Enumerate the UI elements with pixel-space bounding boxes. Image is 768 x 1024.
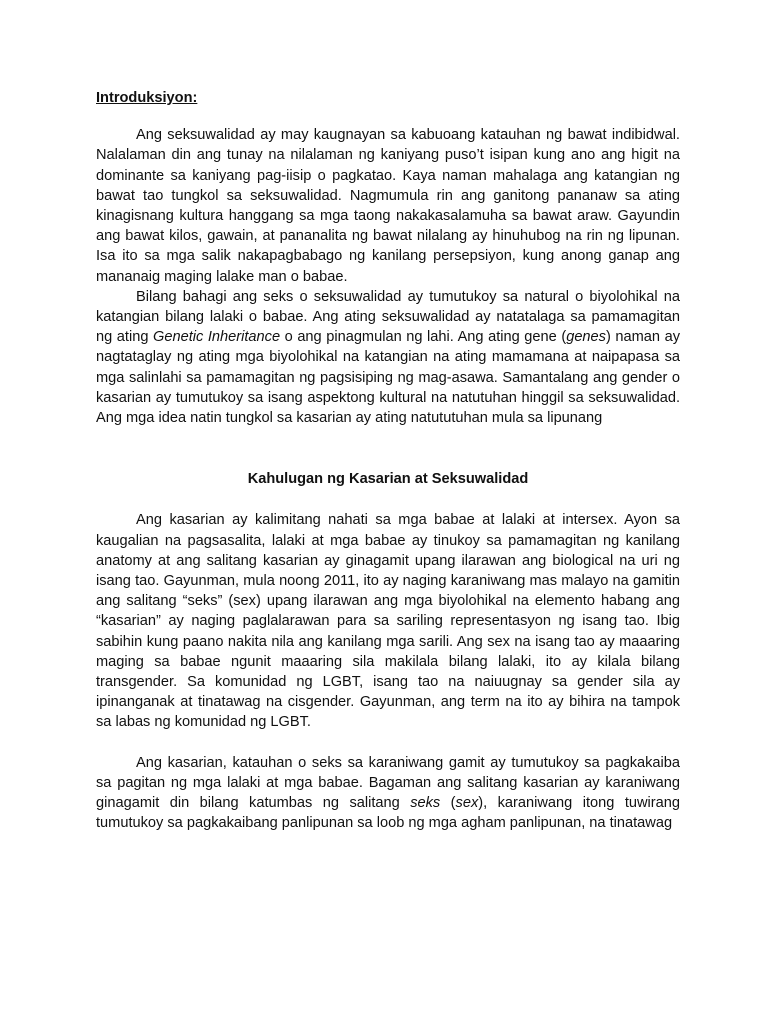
section-title: Kahulugan ng Kasarian at Seksuwalidad (247, 471, 529, 488)
section-p2-emphasis-sex: sex (455, 795, 479, 812)
intro-p2-text-b: o ang pinagmulan ng lahi. Ang ating gene ( (280, 329, 567, 346)
document-page (96, 88, 680, 834)
intro-p2-emphasis-genes: genes (566, 329, 606, 346)
intro-heading: Introduksiyon: (96, 90, 198, 106)
section-p2-text-a: Ang kasarian, katauhan o seks sa karaniwang gamit ay tumutukoy sa pagkakaiba sa pagitan ng mga lalaki at mga babae. Bagaman ang salitang kasarian ay karaniwang ginagamit din bilang katumbas ng salitang (96, 754, 680, 812)
intro-paragraph-1: Ang seksuwalidad ay may kaugnayan sa kabuoang katauhan ng bawat indibidwal. Nalalaman din ang tunay na nilalaman ng kaniyang puso’t isipan kung ano ang higit na dominante sa kaniyang pag-iisip o pagkatao. Kaya naman mahalaga ang katangian ng bawat tao tungkol sa seksuwalidad. Nagmumula rin ang ganitong pananaw sa ating kinagisnang kultura hanggang sa mga taong nakakasalamuha sa bawat araw. Gayundin ang bawat kilos, gawain, at pananalita ng bawat nilalang ay hinuhubog na rin ng lipunan. Isa ito sa mga salik nakapagbabago ng kanilang persepsiyon, kung anong ganap ang mananaig maging lalake man o babae. (96, 127, 680, 285)
section-paragraph-1: Ang kasarian ay kalimitang nahati sa mga babae at lalaki at intersex. Ayon sa kaugalian na pagsasalita, lalaki at mga babae ay tinukoy sa pamamagitan ng kanilang anatomy at ang salitang kasarian ay ginagamit upang ilarawan ang biological na uri ng isang tao. Gayunman, mula noong 2011, ito ay naging karaniwang mas malayo na gamitin ang salitang “seks” (sex) upang ilarawan ang mga biyolohikal na elemento habang ang “kasarian” ay naging paglalarawan para sa sariling representasyon ng isang tao. Ibig sabihin kung paano nakita nila ang kanilang mga sarili. Ang sex na isang tao ay maaaring maging sa babae ngunit maaaring sila makilala bilang lalaki, ito ay kilala bilang transgender. Sa komunidad ng LGBT, isang tao na naiuugnay sa gender sila ay ipinanganak at tinatawag na cisgender. Gayunman, ang term na ito ay bihira na tampok sa labas ng komunidad ng LGBT. (96, 512, 680, 731)
section-p2-text-b: ( (440, 795, 456, 812)
section-p2-emphasis-seks: seks (410, 795, 441, 812)
intro-p2-text-c: ) naman ay nagtataglay ng ating mga biyolohikal na katangian na ating mamamana at naipapasa sa mga salinlahi sa pamamagitan ng pagsisiping ng mag-asawa. Samantalang ang gender o kasarian ay tumutukoy sa isang aspektong kultural na natutuhan hinggil sa seksuwalidad. Ang mga idea natin tungkol sa kasarian ay ating natututuhan mula sa lipunang (96, 329, 680, 427)
intro-p2-emphasis-genetic: Genetic Inheritance (153, 329, 281, 346)
intro-paragraph-2 (96, 287, 680, 428)
section-paragraph-2 (96, 753, 680, 834)
intro-p2-text-a: Bilang bahagi ang seks o seksuwalidad ay tumutukoy sa natural o biyolohikal na katangian bilang lalaki o babae. Ang ating seksuwalidad ay natatalaga sa pamamagitan ng ating (96, 288, 680, 346)
paragraph-spacer (96, 733, 680, 753)
section-p2-text-c: ), karaniwang itong tuwirang tumutukoy sa pagkakaibang panlipunan sa loob ng mga agham panlipunan, na tinatawag (96, 795, 680, 832)
